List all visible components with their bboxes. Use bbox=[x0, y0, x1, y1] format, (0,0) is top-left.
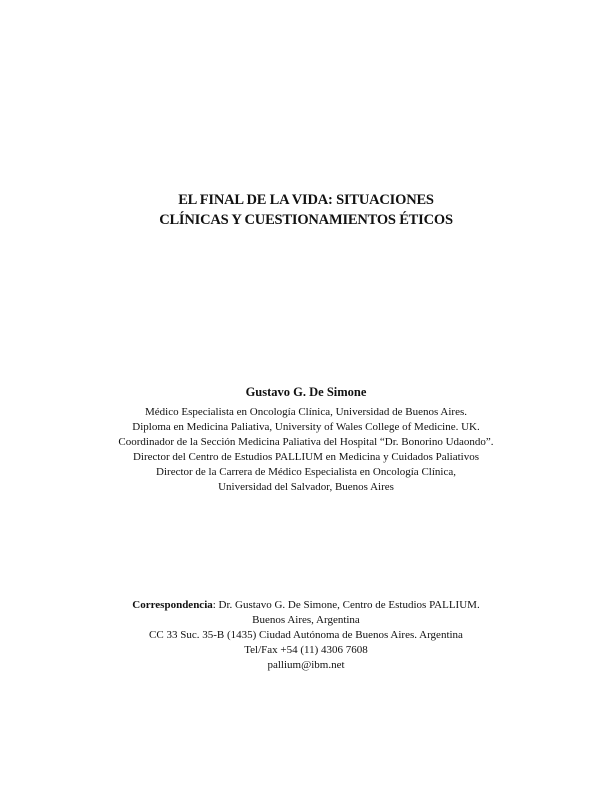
author-block bbox=[0, 383, 612, 495]
correspondence-label: Correspondencia bbox=[132, 599, 213, 611]
title-line-1: EL FINAL DE LA VIDA: SITUACIONES bbox=[178, 192, 434, 208]
paper-title bbox=[0, 190, 612, 230]
affiliation-line: Coordinador de la Sección Medicina Paliativa del Hospital “Dr. Bonorino Udaondo”. bbox=[118, 436, 494, 448]
correspondence-address: : Dr. Gustavo G. De Simone, Centro de Estudios PALLIUM. bbox=[212, 599, 480, 611]
affiliation-line: Diploma en Medicina Paliativa, University of Wales College of Medicine. UK. bbox=[132, 421, 480, 433]
correspondence-line-1 bbox=[0, 598, 612, 613]
correspondence-phone: Tel/Fax +54 (11) 4306 7608 bbox=[244, 644, 368, 656]
affiliation-line: Director del Centro de Estudios PALLIUM en Medicina y Cuidados Paliativos bbox=[132, 451, 480, 463]
correspondence-city: Buenos Aires, Argentina bbox=[252, 614, 360, 626]
correspondence-postal: CC 33 Suc. 35-B (1435) Ciudad Autónoma de Buenos Aires. Argentina bbox=[149, 629, 463, 641]
correspondence-email: pallium@ibm.net bbox=[267, 659, 345, 671]
affiliation-line: Director de la Carrera de Médico Especialista en Oncología Clínica, bbox=[156, 466, 456, 478]
affiliation-line: Médico Especialista en Oncología Clínica, Universidad de Buenos Aires. bbox=[145, 406, 467, 418]
author-name: Gustavo G. De Simone bbox=[245, 385, 367, 399]
correspondence-block bbox=[0, 598, 612, 673]
affiliation-line: Universidad del Salvador, Buenos Aires bbox=[218, 481, 394, 493]
title-line-2: CLÍNICAS Y CUESTIONAMIENTOS ÉTICOS bbox=[159, 212, 453, 228]
